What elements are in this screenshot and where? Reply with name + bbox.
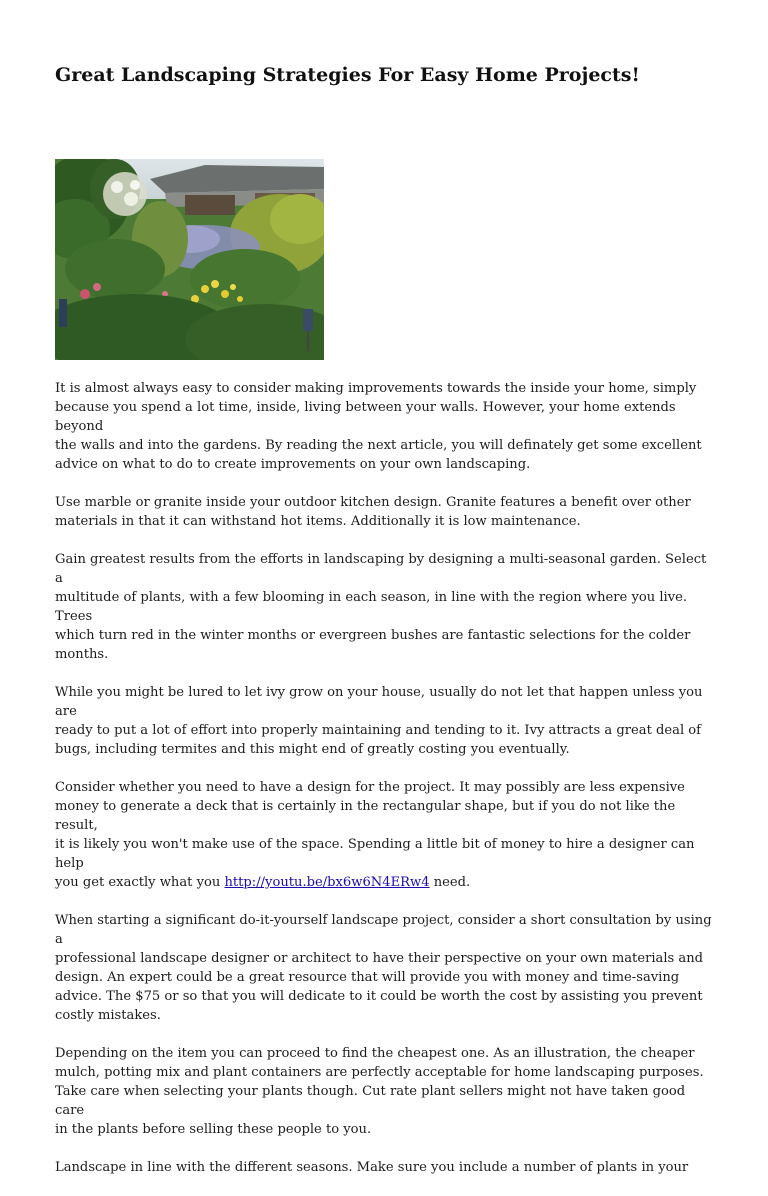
paragraph: [55, 1158, 715, 1177]
text-line: Landscape in line with the different seasons. Make sure you include a number of plants in your: [55, 1160, 689, 1175]
text-line: it is likely you won't make use of the space. Spending a little bit of money to hire a designer can help: [55, 837, 695, 871]
text-line: professional landscape designer or architect to have their perspective on your own materials and: [55, 951, 704, 966]
text-line: mulch, potting mix and plant containers are perfectly acceptable for home landscaping purposes.: [55, 1065, 704, 1080]
text-line: materials in that it can withstand hot items. Additionally it is low maintenance.: [55, 514, 581, 529]
garden-photo-illustration: [55, 159, 324, 360]
text-line: While you might be lured to let ivy grow on your house, usually do not let that happen unless you are: [55, 685, 703, 719]
text-line: need.: [429, 875, 471, 890]
article-body: [55, 379, 715, 1196]
text-line: Gain greatest results from the efforts in landscaping by designing a multi-seasonal garden. Select a: [55, 552, 707, 586]
paragraph: [55, 379, 715, 474]
text-line: the walls and into the gardens. By reading the next article, you will definately get some excellent: [55, 438, 702, 453]
text-line: costly mistakes.: [55, 1008, 161, 1023]
text-line: It is almost always easy to consider making improvements towards the inside your home, simply: [55, 381, 697, 396]
text-line: in the plants before selling these people to you.: [55, 1122, 372, 1137]
paragraph: [55, 683, 715, 759]
text-line: advice. The $75 or so that you will dedicate to it could be worth the cost by assisting you prevent: [55, 989, 703, 1004]
text-line: When starting a significant do-it-yourself landscape project, consider a short consultation by using a: [55, 913, 712, 947]
paragraph: [55, 1044, 715, 1139]
text-line: Consider whether you need to have a design for the project. It may possibly are less expensive: [55, 780, 685, 795]
text-line: months.: [55, 647, 109, 662]
text-line: bugs, including termites and this might end of greatly costing you eventually.: [55, 742, 570, 757]
text-line: which turn red in the winter months or evergreen bushes are fantastic selections for the colder: [55, 628, 691, 643]
text-line: multitude of plants, with a few blooming in each season, in line with the region where you live. Trees: [55, 590, 688, 624]
text-line: Take care when selecting your plants though. Cut rate plant sellers might not have taken good care: [55, 1084, 686, 1118]
paragraph: [55, 550, 715, 664]
text-line: because you spend a lot time, inside, living between your walls. However, your home extends beyond: [55, 400, 676, 434]
page-title: Great Landscaping Strategies For Easy Home Projects!: [55, 64, 640, 86]
video-link[interactable]: http://youtu.be/bx6w6N4ERw4: [224, 875, 430, 890]
text-line: advice on what to do to create improvements on your own landscaping.: [55, 457, 531, 472]
text-line: design. An expert could be a great resource that will provide you with money and time-saving: [55, 970, 680, 985]
text-line: money to generate a deck that is certainly in the rectangular shape, but if you do not like the result,: [55, 799, 676, 833]
garden-photo: [55, 159, 324, 360]
paragraph: [55, 493, 715, 531]
text-line: ready to put a lot of effort into properly maintaining and tending to it. Ivy attracts a great deal of: [55, 723, 702, 738]
text-line: you get exactly what you: [55, 875, 225, 890]
text-line: Use marble or granite inside your outdoor kitchen design. Granite features a benefit over other: [55, 495, 691, 510]
paragraph: [55, 778, 715, 892]
paragraph: [55, 911, 715, 1025]
text-line: Depending on the item you can proceed to find the cheapest one. As an illustration, the cheaper: [55, 1046, 695, 1061]
